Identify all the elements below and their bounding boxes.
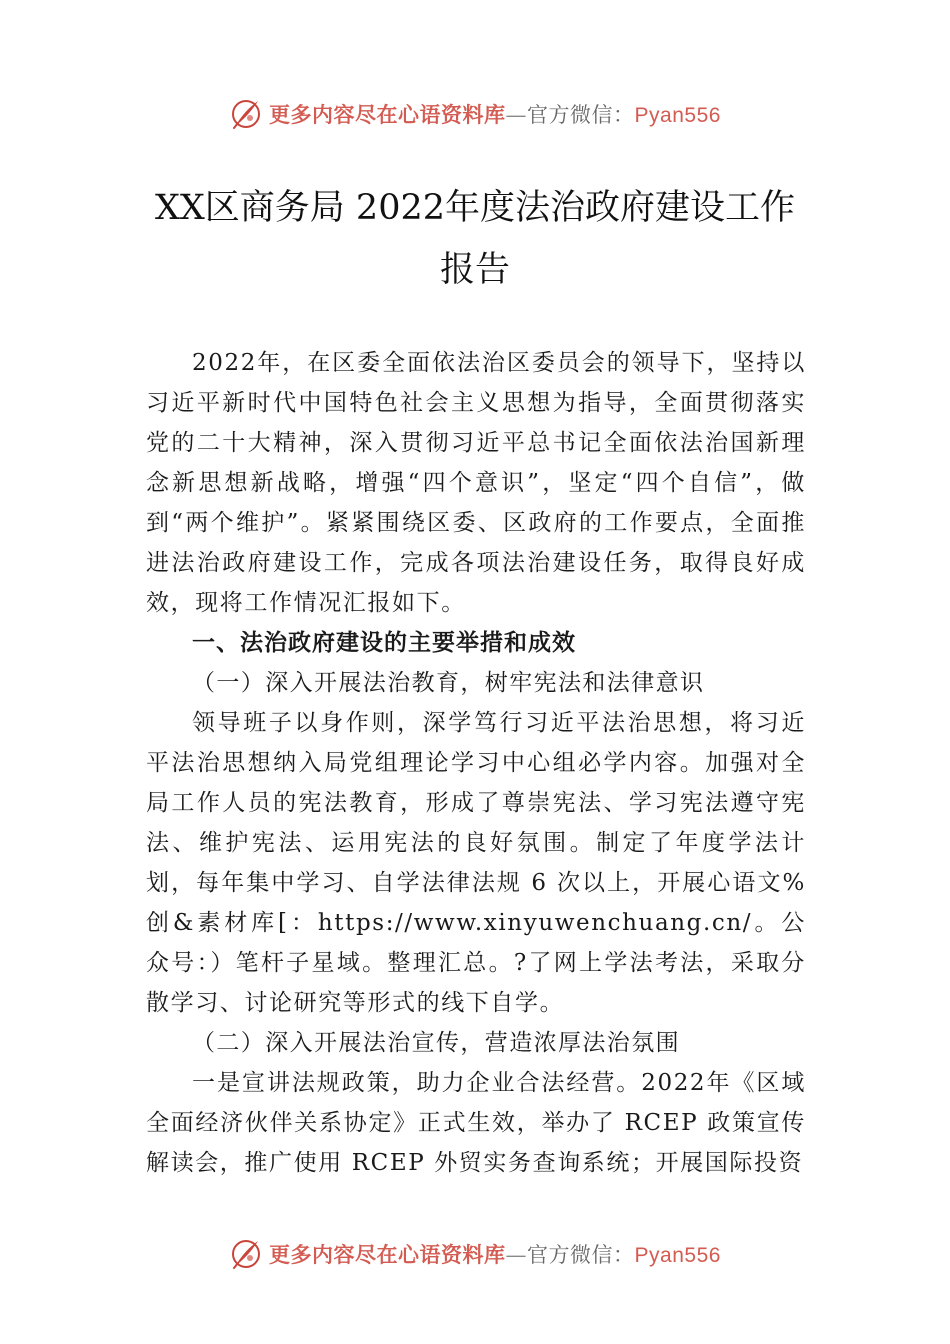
banner-contact-label: 官方微信：: [527, 1243, 635, 1267]
banner-wechat-id: Pyan556: [634, 1244, 721, 1267]
banner-main-text: 更多内容尽在心语资料库: [269, 1242, 506, 1267]
banner-main-text: 更多内容尽在心语资料库: [269, 102, 506, 127]
banner-contact-label: 官方微信：: [527, 103, 635, 127]
document-body: [146, 343, 806, 1183]
banner-dash: —: [505, 1243, 528, 1267]
banner-text: [269, 1239, 721, 1269]
document-title-line2: 报告: [439, 250, 510, 290]
quill-pen-icon: [229, 97, 263, 131]
intro-paragraph: 2022年，在区委全面依法治区委员会的领导下，坚持以习近平新时代中国特色社会主义思想为指导，全面贯彻落实党的二十大精神，深入贯彻习近平总书记全面依法治国新理念新思想新战略，增强“四个意识”，坚定“四个自信”，做到“两个维护”。紧紧围绕区委、区政府的工作要点，全面推进法治政府建设工作，完成各项法治建设任务，取得良好成效，现将工作情况汇报如下。: [146, 350, 806, 616]
document-title-line1: XX区商务局 2022年度法治政府建设工作: [154, 188, 796, 228]
quill-pen-icon: [229, 1237, 263, 1271]
section1-heading: 一、法治政府建设的主要举措和成效: [192, 630, 576, 656]
subsection2-paragraph: 一是宣讲法规政策，助力企业合法经营。2022年《区域全面经济伙伴关系协定》正式生效，举办了 RCEP 政策宣传解读会，推广使用 RCEP 外贸实务查询系统；开展国际投资: [146, 1070, 806, 1176]
banner-wechat-id: Pyan556: [634, 104, 721, 127]
header-banner: [0, 94, 950, 134]
subsection1-paragraph: 领导班子以身作则，深学笃行习近平法治思想，将习近平法治思想纳入局党组理论学习中心组必学内容。加强对全局工作人员的宪法教育，形成了尊崇宪法、学习宪法遵守宪法、维护宪法、运用宪法的良好氛围。制定了年度学法计划，每年集中学习、自学法律法规 6 次以上，开展心语文%创&素材库[：https://www.xinyuwenchuang.cn/。公众号：）笔杆子星域。整理汇总。?了网上学法考法，采取分散学习、讨论研究等形式的线下自学。: [146, 710, 806, 1016]
subsection2-heading: （二）深入开展法治宣传，营造浓厚法治氛围: [192, 1030, 680, 1056]
banner-text: [269, 99, 721, 129]
banner-dash: —: [505, 103, 528, 127]
footer-banner: [0, 1234, 950, 1274]
subsection1-heading: （一）深入开展法治教育，树牢宪法和法律意识: [192, 670, 705, 696]
